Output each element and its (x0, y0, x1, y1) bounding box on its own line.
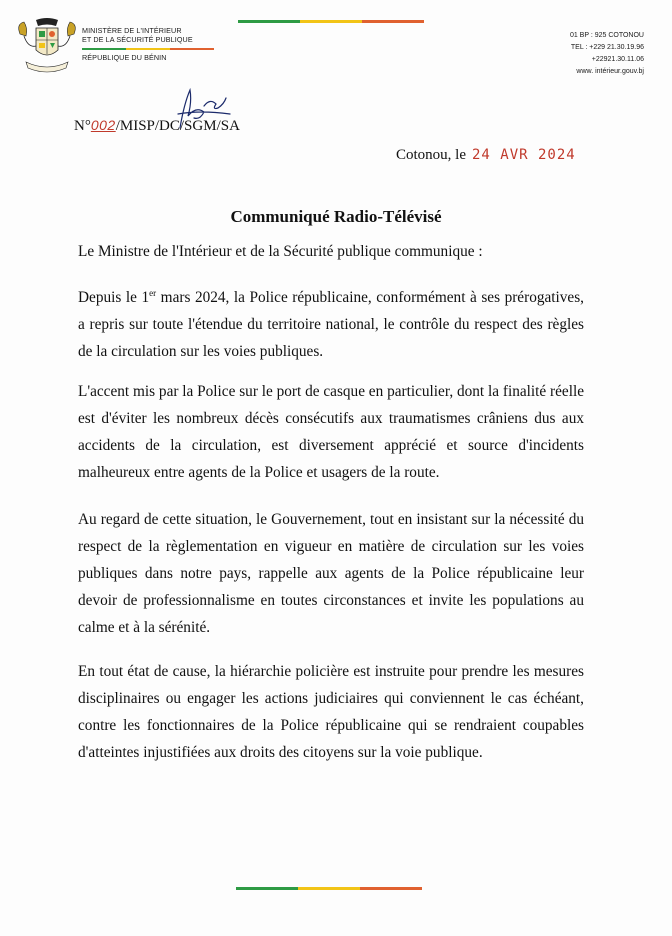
paragraph-4: En tout état de cause, la hiérarchie policière est instruite pour prendre les mesures disciplinaires ou engager les actions judiciaires qui conviennent le cas échéant, contre les fonctionnaires de la Police républicaine qui se rendraient coupables d'atteintes injustifiées aux droits des citoyens sur la voie publique. (78, 663, 584, 761)
paragraph-2: L'accent mis par la Police sur le port de casque en particulier, dont la finalité réelle est d'éviter les nombreux décès consécutifs aux traumatismes crâniens dus aux accidents de la circulation, est diversement apprécié et source d'incidents malheureux entre agents de la Police et usagers de la route. (78, 383, 584, 481)
date-line (396, 147, 576, 164)
date-place: Cotonou, le (396, 147, 466, 163)
republic-name: RÉPUBLIQUE DU BÉNIN (82, 53, 167, 62)
contact-block (570, 30, 644, 78)
phone-1: TEL : +229 21.30.19.96 (570, 44, 644, 51)
ministry-header (82, 26, 214, 62)
ministry-name-line1: MINISTÈRE DE L'INTÉRIEUR (82, 26, 182, 35)
intro-line: Le Ministre de l'Intérieur et de la Sécurité publique communique : (78, 243, 483, 260)
reference-prefix: N° (74, 118, 91, 134)
flag-stripe-header (82, 48, 214, 50)
paragraph-3: Au regard de cette situation, le Gouvernement, tout en insistant sur la nécessité du respect de la règlementation en vigueur en matière de circulation sur les voies publiques dans notre pays, rappelle aux agents de la Police républicaine leur devoir de professionnalisme en toutes circonstances et invite les populations au calme et à la sérénité. (78, 511, 584, 636)
flag-stripe-top (238, 20, 424, 23)
reference-handwritten-number: 002 (90, 117, 116, 133)
coat-of-arms-seal (14, 16, 80, 76)
date-stamp: 24 AVR 2024 (472, 147, 576, 163)
website: www. intérieur.gouv.bj (576, 68, 644, 75)
paragraph-1-start: Depuis le 1 (78, 289, 150, 306)
ministry-name-line2: ET DE LA SÉCURITÉ PUBLIQUE (82, 35, 193, 44)
phone-2: +22921.30.11.06 (591, 56, 644, 63)
reference-suffix: /MISP/DC/SGM/SA (115, 118, 240, 134)
postal-box: 01 BP : 925 COTONOU (569, 32, 644, 39)
flag-stripe-bottom (236, 887, 422, 890)
document-title: Communiqué Radio-Télévisé (230, 207, 442, 226)
paragraph-1-superscript: er (149, 287, 157, 298)
reference-number (74, 117, 240, 135)
paragraph-1-rest: mars 2024, la Police républicaine, conformément à ses prérogatives, a repris sur toute l'étendue du territoire national, le contrôle du respect des règles de la circulation sur les voies publiques. (78, 289, 584, 360)
paragraph-1 (78, 284, 584, 365)
